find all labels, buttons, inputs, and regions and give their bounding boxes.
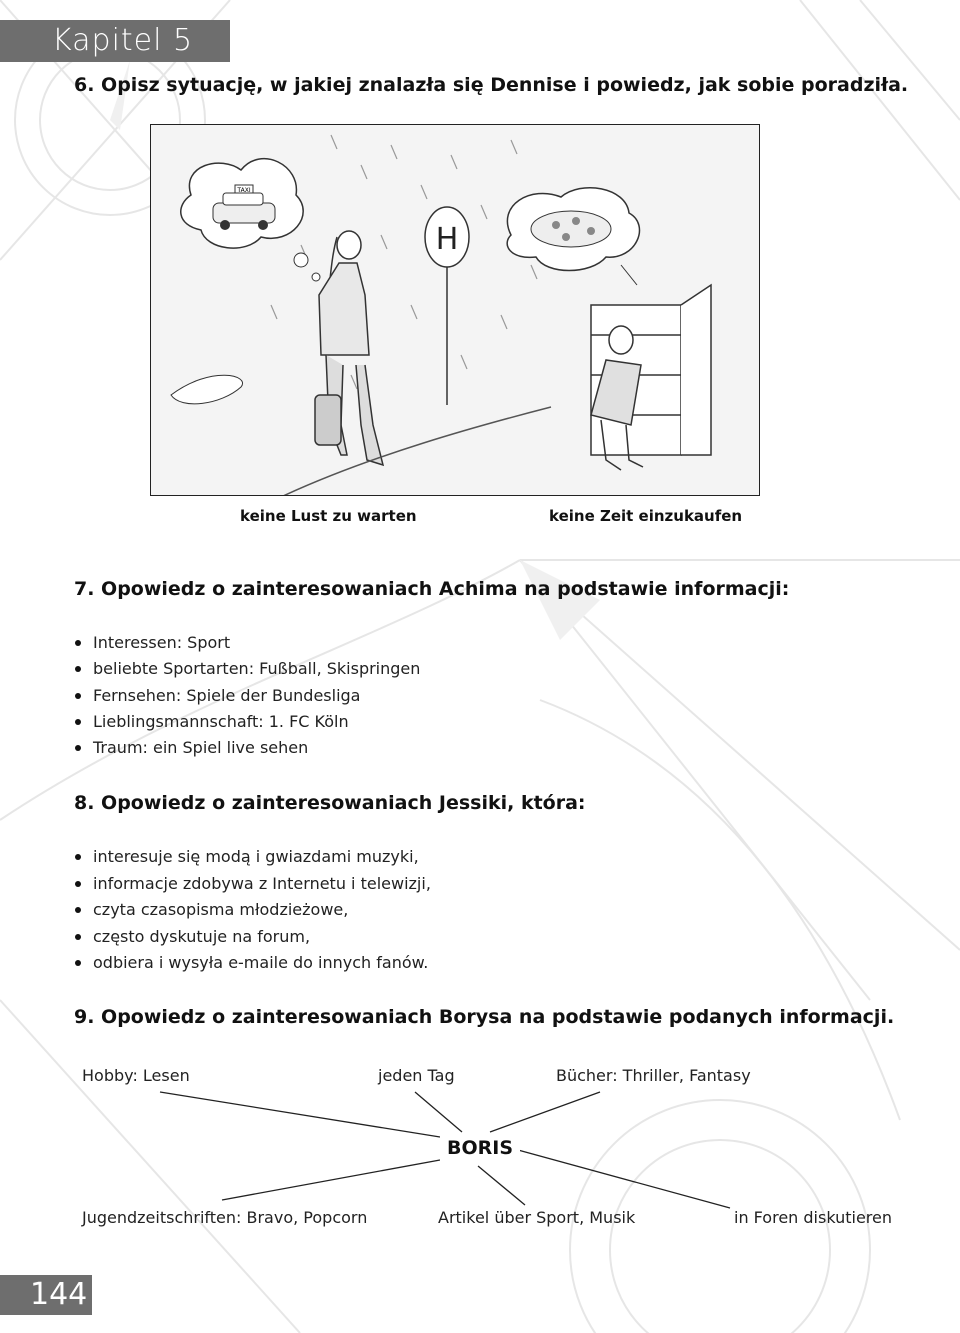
taxi-sign: TAXI	[237, 187, 251, 194]
illustration-drawing	[151, 125, 760, 496]
list-item: Traum: ein Spiel live sehen	[74, 735, 420, 761]
task7-list	[74, 630, 420, 761]
chapter-tab: Kapitel 5	[0, 20, 230, 62]
list-item: informacje zdobywa z Internetu i telewizji,	[74, 871, 431, 898]
page-number: 144	[0, 1275, 92, 1315]
caption-right: keine Zeit einzukaufen	[549, 507, 743, 525]
bus-stop-sign: H	[435, 222, 459, 257]
list-item: odbiera i wysyła e-maile do innych fanów.	[74, 950, 431, 977]
list-item: często dyskutuje na forum,	[74, 924, 431, 951]
map-label-books: Bücher: Thriller, Fantasy	[556, 1066, 751, 1085]
map-label-frequency: jeden Tag	[378, 1066, 455, 1085]
list-item: Interessen: Sport	[74, 630, 420, 656]
task9-heading: 9. Opowiedz o zainteresowaniach Borysa na podstawie podanych informacji.	[74, 1006, 895, 1028]
map-label-hobby: Hobby: Lesen	[82, 1066, 190, 1085]
list-item: Lieblingsmannschaft: 1. FC Köln	[74, 709, 420, 735]
illustration	[150, 124, 760, 496]
list-item: beliebte Sportarten: Fußball, Skispringen	[74, 656, 420, 682]
task6-heading: 6. Opisz sytuację, w jakiej znalazła się Dennise i powiedz, jak sobie poradziła.	[74, 74, 909, 96]
mind-map-center: BORIS	[440, 1133, 520, 1163]
list-item: interesuje się modą i gwiazdami muzyki,	[74, 844, 431, 871]
list-item: Fernsehen: Spiele der Bundesliga	[74, 683, 420, 709]
map-label-articles: Artikel über Sport, Musik	[438, 1208, 636, 1227]
task8-heading: 8. Opowiedz o zainteresowaniach Jessiki, która:	[74, 792, 586, 814]
map-label-forums: in Foren diskutieren	[734, 1208, 893, 1227]
task8-list	[74, 844, 431, 977]
list-item: czyta czasopisma młodzieżowe,	[74, 897, 431, 924]
task7-heading: 7. Opowiedz o zainteresowaniach Achima na podstawie informacji:	[74, 578, 790, 600]
caption-left: keine Lust zu warten	[240, 507, 417, 525]
map-label-magazines: Jugendzeitschriften: Bravo, Popcorn	[82, 1208, 368, 1227]
